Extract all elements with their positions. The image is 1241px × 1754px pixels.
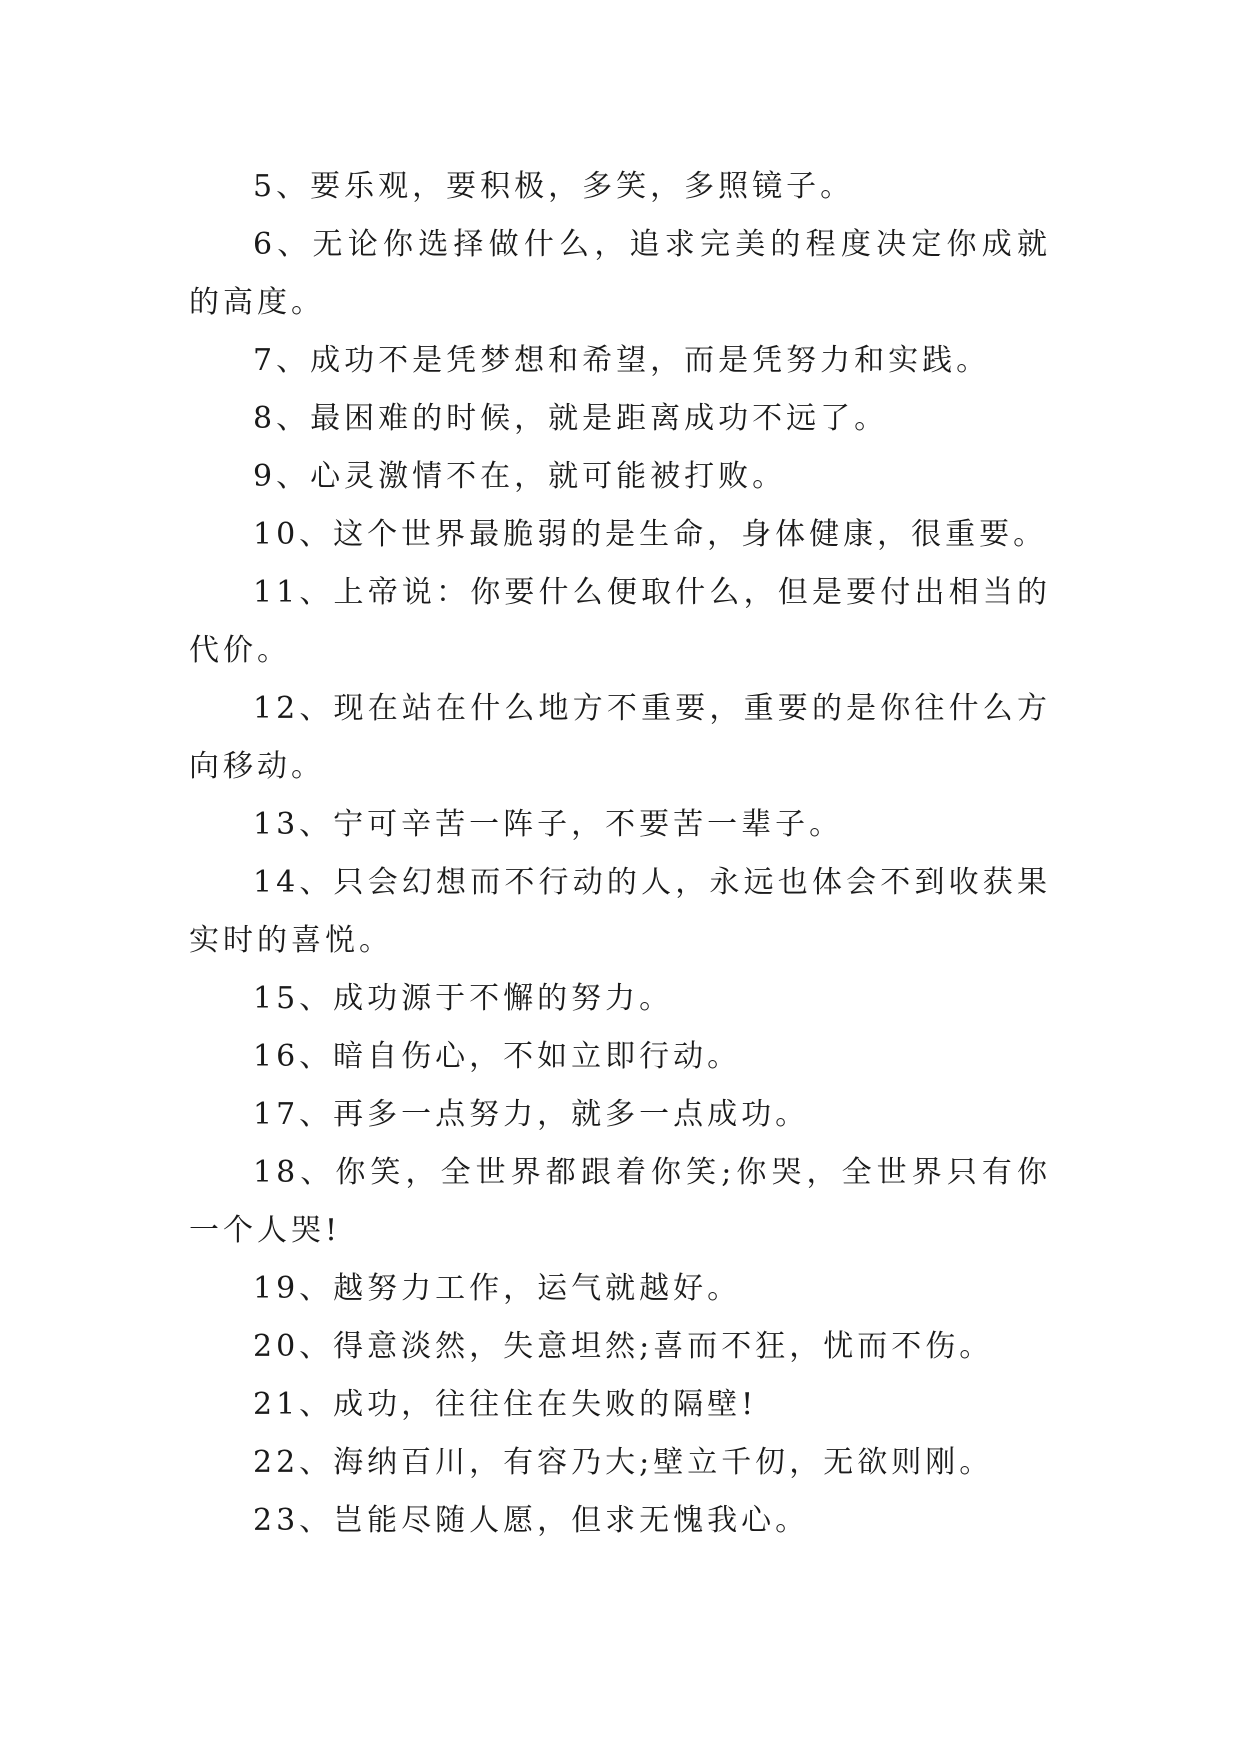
paragraph-17: 17、再多一点努力，就多一点成功。 [253, 1097, 810, 1132]
paragraph-16: 16、暗自伤心，不如立即行动。 [253, 1039, 742, 1074]
paragraph-11: 11、上帝说：你要什么便取什么，但是要付出相当的代价。 [189, 575, 1051, 668]
paragraph-19: 19、越努力工作，运气就越好。 [253, 1271, 742, 1306]
paragraph-22: 22、海纳百川，有容乃大;壁立千仞，无欲则刚。 [253, 1445, 994, 1480]
paragraph-21: 21、成功，往往住在失败的隔壁! [253, 1387, 758, 1422]
paragraph-5: 5、要乐观，要积极，多笑，多照镜子。 [253, 169, 855, 204]
paragraph-18: 18、你笑，全世界都跟着你笑;你哭，全世界只有你一个人哭! [189, 1155, 1051, 1248]
document-body [189, 158, 1051, 1550]
paragraph-8: 8、最困难的时候，就是距离成功不远了。 [253, 401, 889, 436]
paragraph-9: 9、心灵激情不在，就可能被打败。 [253, 459, 787, 494]
paragraph-14: 14、只会幻想而不行动的人，永远也体会不到收获果实时的喜悦。 [189, 865, 1051, 958]
paragraph-15: 15、成功源于不懈的努力。 [253, 981, 674, 1016]
paragraph-23: 23、岂能尽随人愿，但求无愧我心。 [253, 1503, 810, 1538]
paragraph-6: 6、无论你选择做什么，追求完美的程度决定你成就的高度。 [189, 227, 1051, 320]
paragraph-10: 10、这个世界最脆弱的是生命，身体健康，很重要。 [253, 517, 1048, 552]
paragraph-13: 13、宁可辛苦一阵子，不要苦一辈子。 [253, 807, 844, 842]
paragraph-20: 20、得意淡然，失意坦然;喜而不狂，忧而不伤。 [253, 1329, 994, 1364]
paragraph-12: 12、现在站在什么地方不重要，重要的是你往什么方向移动。 [189, 691, 1051, 784]
paragraph-7: 7、成功不是凭梦想和希望，而是凭努力和实践。 [253, 343, 991, 378]
